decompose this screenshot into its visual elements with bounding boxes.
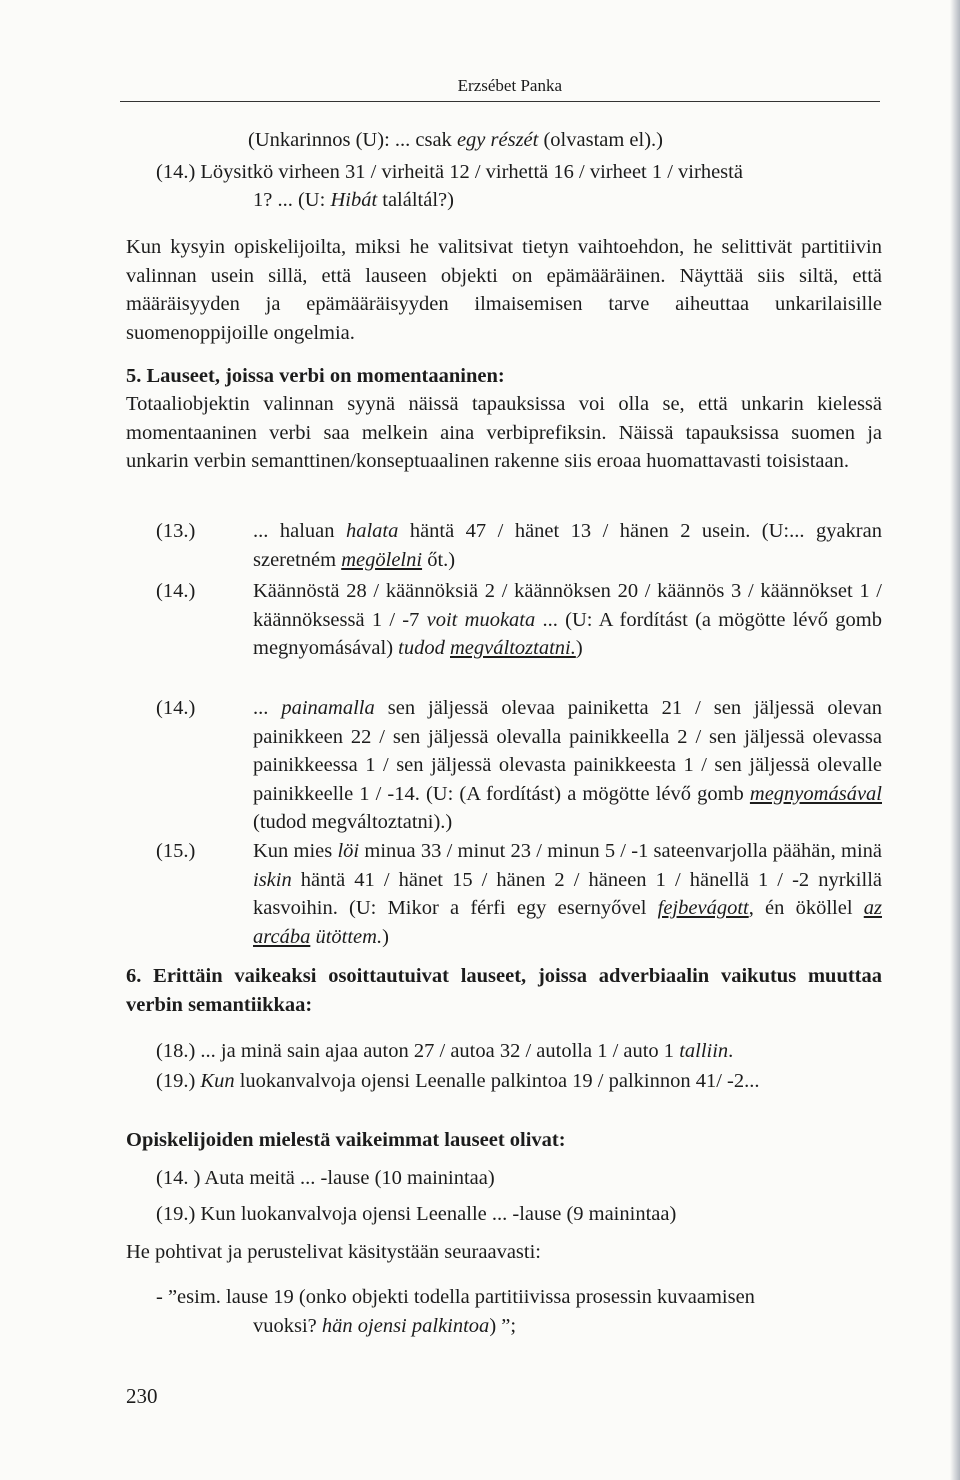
author-name: Erzsébet Panka [457,76,562,95]
example-14-start: (14.) Löysitkö virheen 31 / virheitä 12 / virhettä 16 / virheet 1 / virhestä [156,161,743,183]
difficult-item-2: (19.) Kun luokanvalvoja ojensi Leenalle ... -lause (9 mainintaa) [156,1203,677,1225]
example-15: (15.) Kun mies löi minua 33 / minut 23 / minun 5 / -1 sateenvarjolla päähän, minä iskin häntä 41 / hänet 15 / hänen 2 / häneen 1 / hänellä 1 / -2 nyrkillä kasvoihin. (U: Mikor a férfi egy esernyővel fejbevágott, én ököllel az arcába ütöttem.) [156,840,882,948]
difficult-item-1: (14. ) Auta meitä ... -lause (10 mainintaa) [156,1167,495,1189]
example-13: (13.) ... haluan halata häntä 47 / hänet 13 / hänen 2 usein. (U:... gyakran szeretném megölelni őt.) [156,520,882,571]
reasoning-intro: He pohtivat ja perustelivat käsitystään seuraavasti: [126,1241,541,1263]
paragraph-explanation: Kun kysyin opiskelijoilta, miksi he valitsivat tietyn vaihtoehdon, he selittivät partitiivin valinnan usein sillä, että lauseen objekti on epämääräinen. Näyttää siis siltä, että määräisyyden ja epämääräisyyden ilmaisemisen tarve aiheuttaa unkarilaisille suomenoppijoille ongelmia. [126,236,882,344]
header-rule [120,101,880,102]
section-5-paragraph: Totaaliobjektin valinnan syynä näissä tapauksissa voi olla se, että unkarin kielessä momentaaninen verbi saa melkein aina verbiprefiksin. Näissä tapauksissa suomen ja unkarin verbin semanttinen/konseptuaalinen rakenne siis eroaa huomattavasti toisistaan. [126,393,882,472]
page-number: 230 [126,1384,158,1408]
section-6-heading: 6. Erittäin vaikeaksi osoittautuivat lauseet, joissa adverbiaalin vaikutus muuttaa verbin semantiikkaa: [126,965,882,1016]
student-quote: - ”esim. lause 19 (onko objekti todella partitiivissa prosessin kuvaamisen vuoksi? hän ojensi palkintoa) ”; [156,1286,755,1337]
example-14b: (14.) ... painamalla sen jäljessä olevaa painiketta 21 / sen jäljessä olevan painikkeen 22 / sen jäljessä olevalla painikkeella 2 / sen jäljessä olevassa painikkeessa 1 / sen jäljessä olevasta painikkeesta 1 / sen jäljessä olevalle painikkeelle 1 / -14. (U: (A fordítást) a mögötte lévő gomb megnyomásával (tudod megváltoztatni).) [156,697,883,833]
example-14-end: 1? ... (U: Hibát találtál?) [253,189,454,211]
example-18: (18.) ... ja minä sain ajaa auton 27 / autoa 32 / autolla 1 / auto 1 talliin. [156,1040,734,1062]
example-continuation: (Unkarinnos (U): ... csak egy részét (olvastam el).) [248,129,664,151]
example-14a: (14.) Käännöstä 28 / käännöksiä 2 / käännöksen 20 / käännös 3 / käännökset 1 / käännöksessä 1 / -7 voit muokata ... (U: A fordítást (a mögötte lévő gomb megnyomásával) tudod megváltoztatni.) [156,580,882,659]
scan-edge-shadow [950,0,960,1480]
section-5-heading: 5. Lauseet, joissa verbi on momentaaninen: [126,365,505,387]
example-19: (19.) Kun luokanvalvoja ojensi Leenalle palkintoa 19 / palkinnon 41/ -2... [156,1070,760,1092]
difficult-sentences-heading: Opiskelijoiden mielestä vaikeimmat lauseet olivat: [126,1129,566,1151]
running-header [120,76,880,96]
